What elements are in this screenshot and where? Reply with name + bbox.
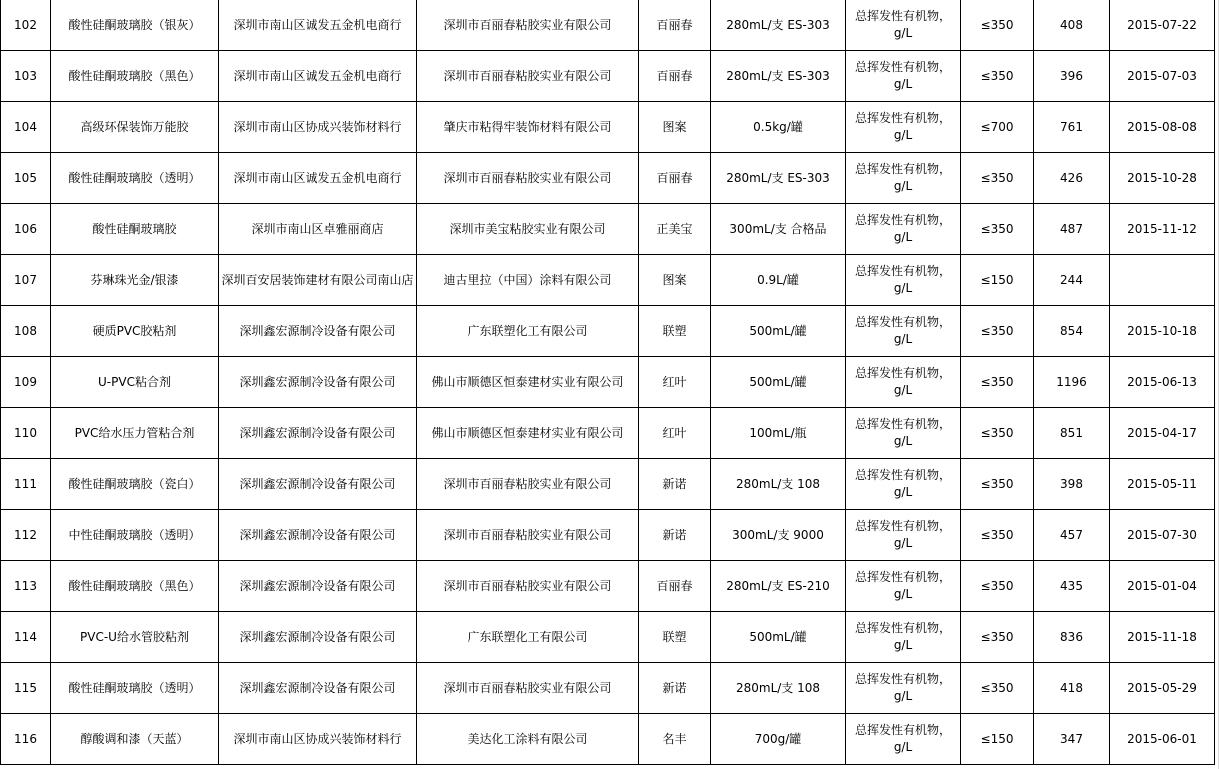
cell-brand[interactable]: 名丰	[639, 714, 711, 765]
cell-date[interactable]: 2015-07-22	[1110, 0, 1215, 51]
cell-result[interactable]: 836	[1034, 612, 1110, 663]
cell-maker[interactable]: 深圳市百丽春粘胶实业有限公司	[417, 153, 639, 204]
cell-result[interactable]: 244	[1034, 255, 1110, 306]
cell-product[interactable]: 中性硅酮玻璃胶（透明）	[51, 510, 219, 561]
cell-maker[interactable]: 深圳市美宝粘胶实业有限公司	[417, 204, 639, 255]
cell-item[interactable]: 总挥发性有机物，g/L	[846, 102, 961, 153]
table-row	[1, 51, 1215, 102]
table-row	[1, 612, 1215, 663]
cell-spec[interactable]: 300mL/支 9000	[711, 510, 846, 561]
cell-maker[interactable]: 迪古里拉（中国）涂料有限公司	[417, 255, 639, 306]
cell-result[interactable]: 347	[1034, 714, 1110, 765]
cell-product[interactable]: U-PVC粘合剂	[51, 357, 219, 408]
cell-brand[interactable]: 联塑	[639, 306, 711, 357]
cell-product[interactable]: 硬质PVC胶粘剂	[51, 306, 219, 357]
cell-brand[interactable]: 红叶	[639, 408, 711, 459]
cell-maker[interactable]: 佛山市顺德区恒泰建材实业有限公司	[417, 408, 639, 459]
cell-maker[interactable]: 深圳市百丽春粘胶实业有限公司	[417, 510, 639, 561]
cell-maker[interactable]: 深圳市百丽春粘胶实业有限公司	[417, 459, 639, 510]
cell-date[interactable]: 2015-08-08	[1110, 102, 1215, 153]
cell-product[interactable]: 酸性硅酮玻璃胶（银灰）	[51, 0, 219, 51]
cell-product[interactable]: 芬琳珠光金/银漆	[51, 255, 219, 306]
cell-seller[interactable]: 深圳市南山区协成兴装饰材料行	[219, 102, 417, 153]
cell-spec[interactable]: 280mL/支 108	[711, 459, 846, 510]
cell-brand[interactable]: 新诺	[639, 663, 711, 714]
cell-spec[interactable]: 0.5kg/罐	[711, 102, 846, 153]
cell-item[interactable]: 总挥发性有机物，g/L	[846, 510, 961, 561]
cell-spec[interactable]: 500mL/罐	[711, 306, 846, 357]
cell-maker[interactable]: 广东联塑化工有限公司	[417, 612, 639, 663]
cell-maker[interactable]: 深圳市百丽春粘胶实业有限公司	[417, 663, 639, 714]
cell-product[interactable]: PVC给水压力管粘合剂	[51, 408, 219, 459]
cell-date[interactable]: 2015-11-18	[1110, 612, 1215, 663]
cell-item[interactable]: 总挥发性有机物，g/L	[846, 561, 961, 612]
cell-maker[interactable]: 深圳市百丽春粘胶实业有限公司	[417, 561, 639, 612]
cell-item[interactable]: 总挥发性有机物，g/L	[846, 357, 961, 408]
cell-item[interactable]: 总挥发性有机物，g/L	[846, 714, 961, 765]
cell-limit[interactable]: ≤350	[961, 612, 1034, 663]
cell-no[interactable]: 111	[1, 459, 51, 510]
cell-item[interactable]: 总挥发性有机物，g/L	[846, 459, 961, 510]
cell-brand[interactable]: 联塑	[639, 612, 711, 663]
cell-result[interactable]: 408	[1034, 0, 1110, 51]
cell-seller[interactable]: 深圳鑫宏源制冷设备有限公司	[219, 510, 417, 561]
cell-result[interactable]: 854	[1034, 306, 1110, 357]
cell-no[interactable]: 107	[1, 255, 51, 306]
cell-seller[interactable]: 深圳市南山区诚发五金机电商行	[219, 153, 417, 204]
cell-product[interactable]: 酸性硅酮玻璃胶（黑色）	[51, 51, 219, 102]
table-row	[1, 459, 1215, 510]
cell-brand[interactable]: 百丽春	[639, 153, 711, 204]
cell-date[interactable]: 2015-06-01	[1110, 714, 1215, 765]
cell-product[interactable]: 醇酸调和漆（天蓝）	[51, 714, 219, 765]
cell-seller[interactable]: 深圳鑫宏源制冷设备有限公司	[219, 561, 417, 612]
cell-no[interactable]: 113	[1, 561, 51, 612]
cell-limit[interactable]: ≤350	[961, 510, 1034, 561]
cell-limit[interactable]: ≤350	[961, 459, 1034, 510]
cell-maker[interactable]: 佛山市顺德区恒泰建材实业有限公司	[417, 357, 639, 408]
cell-brand[interactable]: 正美宝	[639, 204, 711, 255]
cell-item[interactable]: 总挥发性有机物，g/L	[846, 612, 961, 663]
cell-spec[interactable]: 280mL/支 ES-303	[711, 0, 846, 51]
cell-limit[interactable]: ≤350	[961, 561, 1034, 612]
cell-brand[interactable]: 百丽春	[639, 0, 711, 51]
cell-no[interactable]: 115	[1, 663, 51, 714]
cell-spec[interactable]: 280mL/支 ES-303	[711, 153, 846, 204]
cell-no[interactable]: 103	[1, 51, 51, 102]
cell-no[interactable]: 112	[1, 510, 51, 561]
cell-brand[interactable]: 图案	[639, 102, 711, 153]
cell-seller[interactable]: 深圳市南山区诚发五金机电商行	[219, 0, 417, 51]
cell-product[interactable]: 高级环保装饰万能胶	[51, 102, 219, 153]
cell-no[interactable]: 105	[1, 153, 51, 204]
cell-item[interactable]: 总挥发性有机物，g/L	[846, 204, 961, 255]
cell-date[interactable]: 2015-06-13	[1110, 357, 1215, 408]
cell-limit[interactable]: ≤350	[961, 204, 1034, 255]
cell-limit[interactable]: ≤350	[961, 51, 1034, 102]
cell-no[interactable]: 106	[1, 204, 51, 255]
cell-date[interactable]: 2015-05-29	[1110, 663, 1215, 714]
cell-product[interactable]: 酸性硅酮玻璃胶	[51, 204, 219, 255]
cell-result[interactable]: 396	[1034, 51, 1110, 102]
cell-result[interactable]: 435	[1034, 561, 1110, 612]
cell-spec[interactable]: 300mL/支 合格品	[711, 204, 846, 255]
cell-no[interactable]: 110	[1, 408, 51, 459]
cell-maker[interactable]: 美达化工涂料有限公司	[417, 714, 639, 765]
cell-seller[interactable]: 深圳市南山区卓雅丽商店	[219, 204, 417, 255]
table-row	[1, 714, 1215, 765]
cell-limit[interactable]: ≤350	[961, 306, 1034, 357]
cell-date[interactable]: 2015-07-30	[1110, 510, 1215, 561]
table-row	[1, 255, 1215, 306]
cell-limit[interactable]: ≤150	[961, 714, 1034, 765]
cell-no[interactable]: 104	[1, 102, 51, 153]
table-row	[1, 357, 1215, 408]
table-row	[1, 102, 1215, 153]
cell-item[interactable]: 总挥发性有机物，g/L	[846, 255, 961, 306]
cell-date[interactable]: 2015-04-17	[1110, 408, 1215, 459]
cell-result[interactable]: 761	[1034, 102, 1110, 153]
cell-brand[interactable]: 图案	[639, 255, 711, 306]
cell-brand[interactable]: 百丽春	[639, 51, 711, 102]
cell-result[interactable]: 418	[1034, 663, 1110, 714]
cell-limit[interactable]: ≤350	[961, 153, 1034, 204]
cell-spec[interactable]: 0.9L/罐	[711, 255, 846, 306]
table-row	[1, 306, 1215, 357]
cell-maker[interactable]: 肇庆市粘得牢装饰材料有限公司	[417, 102, 639, 153]
cell-brand[interactable]: 百丽春	[639, 561, 711, 612]
table-body	[1, 0, 1215, 765]
cell-product[interactable]: 酸性硅酮玻璃胶（透明）	[51, 153, 219, 204]
cell-date[interactable]: 2015-11-12	[1110, 204, 1215, 255]
cell-limit[interactable]: ≤350	[961, 663, 1034, 714]
cell-spec[interactable]: 700g/罐	[711, 714, 846, 765]
cell-item[interactable]: 总挥发性有机物，g/L	[846, 306, 961, 357]
cell-result[interactable]: 457	[1034, 510, 1110, 561]
cell-seller[interactable]: 深圳鑫宏源制冷设备有限公司	[219, 357, 417, 408]
table-row	[1, 510, 1215, 561]
table-row	[1, 204, 1215, 255]
cell-result[interactable]: 1196	[1034, 357, 1110, 408]
cell-limit[interactable]: ≤350	[961, 357, 1034, 408]
table-row	[1, 0, 1215, 51]
cell-limit[interactable]: ≤150	[961, 255, 1034, 306]
cell-date[interactable]: 2015-10-28	[1110, 153, 1215, 204]
cell-spec[interactable]: 100mL/瓶	[711, 408, 846, 459]
cell-result[interactable]: 487	[1034, 204, 1110, 255]
cell-brand[interactable]: 新诺	[639, 459, 711, 510]
cell-product[interactable]: PVC-U给水管胶粘剂	[51, 612, 219, 663]
cell-brand[interactable]: 新诺	[639, 510, 711, 561]
cell-spec[interactable]: 280mL/支 108	[711, 663, 846, 714]
cell-seller[interactable]: 深圳鑫宏源制冷设备有限公司	[219, 459, 417, 510]
cell-no[interactable]: 116	[1, 714, 51, 765]
cell-product[interactable]: 酸性硅酮玻璃胶（黑色）	[51, 561, 219, 612]
cell-seller[interactable]: 深圳百安居装饰建材有限公司南山店	[219, 255, 417, 306]
cell-spec[interactable]: 280mL/支 ES-210	[711, 561, 846, 612]
cell-result[interactable]: 398	[1034, 459, 1110, 510]
cell-result[interactable]: 426	[1034, 153, 1110, 204]
cell-date[interactable]: 2015-07-03	[1110, 51, 1215, 102]
table-row	[1, 561, 1215, 612]
cell-result[interactable]: 851	[1034, 408, 1110, 459]
cell-limit[interactable]: ≤700	[961, 102, 1034, 153]
cell-maker[interactable]: 广东联塑化工有限公司	[417, 306, 639, 357]
cell-item[interactable]: 总挥发性有机物，g/L	[846, 0, 961, 51]
cell-date[interactable]	[1110, 255, 1215, 306]
cell-seller[interactable]: 深圳市南山区协成兴装饰材料行	[219, 714, 417, 765]
cell-spec[interactable]: 280mL/支 ES-303	[711, 51, 846, 102]
cell-spec[interactable]: 500mL/罐	[711, 612, 846, 663]
cell-maker[interactable]: 深圳市百丽春粘胶实业有限公司	[417, 0, 639, 51]
cell-brand[interactable]: 红叶	[639, 357, 711, 408]
cell-seller[interactable]: 深圳鑫宏源制冷设备有限公司	[219, 612, 417, 663]
cell-seller[interactable]: 深圳鑫宏源制冷设备有限公司	[219, 663, 417, 714]
cell-no[interactable]: 108	[1, 306, 51, 357]
cell-maker[interactable]: 深圳市百丽春粘胶实业有限公司	[417, 51, 639, 102]
cell-product[interactable]: 酸性硅酮玻璃胶（透明）	[51, 663, 219, 714]
cell-item[interactable]: 总挥发性有机物，g/L	[846, 408, 961, 459]
cell-item[interactable]: 总挥发性有机物，g/L	[846, 51, 961, 102]
cell-product[interactable]: 酸性硅酮玻璃胶（瓷白）	[51, 459, 219, 510]
cell-limit[interactable]: ≤350	[961, 0, 1034, 51]
table-row	[1, 408, 1215, 459]
cell-seller[interactable]: 深圳市南山区诚发五金机电商行	[219, 51, 417, 102]
cell-limit[interactable]: ≤350	[961, 408, 1034, 459]
cell-spec[interactable]: 500mL/罐	[711, 357, 846, 408]
cell-no[interactable]: 109	[1, 357, 51, 408]
cell-seller[interactable]: 深圳鑫宏源制冷设备有限公司	[219, 306, 417, 357]
table-row	[1, 663, 1215, 714]
cell-date[interactable]: 2015-10-18	[1110, 306, 1215, 357]
cell-no[interactable]: 114	[1, 612, 51, 663]
cell-no[interactable]: 102	[1, 0, 51, 51]
cell-seller[interactable]: 深圳鑫宏源制冷设备有限公司	[219, 408, 417, 459]
cell-item[interactable]: 总挥发性有机物，g/L	[846, 153, 961, 204]
cell-date[interactable]: 2015-01-04	[1110, 561, 1215, 612]
cell-item[interactable]: 总挥发性有机物，g/L	[846, 663, 961, 714]
cell-date[interactable]: 2015-05-11	[1110, 459, 1215, 510]
table-row	[1, 153, 1215, 204]
